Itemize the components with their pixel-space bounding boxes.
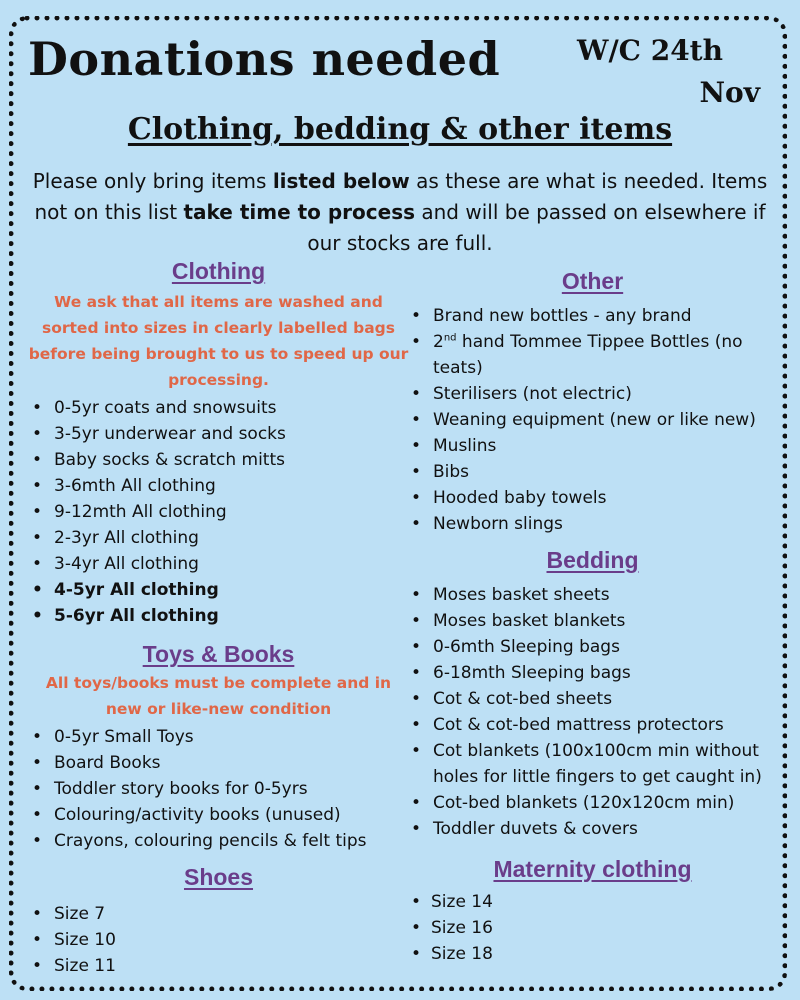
clothing-list (26, 395, 411, 629)
list-item: • Weaning equipment (new or like new) (405, 407, 780, 433)
list-item: • Toddler story books for 0-5yrs (26, 776, 411, 802)
list-item: • Size 14 (405, 889, 780, 915)
list-item: • Cot-bed blankets (120x120cm min) (405, 790, 780, 816)
intro-part: Please only bring items (32, 169, 273, 193)
list-item: • Size 16 (405, 915, 780, 941)
tommee-text: hand Tommee Tippee Bottles (no teats) (433, 332, 743, 378)
list-item: • Cot & cot-bed sheets (405, 686, 780, 712)
list-item: • Size 11 (26, 953, 411, 979)
week-line-2: Nov (699, 76, 760, 109)
list-item: • Crayons, colouring pencils & felt tips (26, 828, 411, 854)
list-item: • Cot blankets (100x100cm min without holes for little fingers to get caught in) (405, 738, 780, 790)
week-line-1: W/C 24th (577, 34, 723, 67)
list-item: • Cot & cot-bed mattress protectors (405, 712, 780, 738)
list-item: • 4-5yr All clothing (26, 577, 411, 603)
list-item: • Newborn slings (405, 511, 780, 537)
list-item: • Muslins (405, 433, 780, 459)
list-item: • 6-18mth Sleeping bags (405, 660, 780, 686)
tommee-suffix: nd (443, 332, 457, 344)
list-item: • 3-5yr underwear and socks (26, 421, 411, 447)
bedding-list (405, 582, 780, 842)
bedding-heading: Bedding (546, 547, 639, 573)
list-item: • Colouring/activity books (unused) (26, 802, 411, 828)
list-item: • 0-5yr Small Toys (26, 724, 411, 750)
list-item-tommee (405, 329, 780, 381)
list-item: • 3-4yr All clothing (26, 551, 411, 577)
intro-part: as these are what is needed. Items not on this list (34, 169, 768, 224)
list-item: • Size 7 (26, 901, 411, 927)
page-subtitle: Clothing, bedding & other items (127, 112, 673, 147)
list-item: • Size 18 (405, 941, 780, 967)
toys-list (26, 724, 411, 854)
list-item: • Hooded baby towels (405, 485, 780, 511)
list-item: • 0-5yr coats and snowsuits (26, 395, 411, 421)
intro-bold: take time to process (183, 200, 416, 224)
toys-note: All toys/books must be complete and in new or like-new condition (45, 674, 392, 718)
other-list (405, 303, 780, 537)
list-item: • Moses basket blankets (405, 608, 780, 634)
clothing-note: We ask that all items are washed and sorted into sizes in clearly labelled bags before being brought to us to speed up our processing. (28, 293, 409, 389)
list-item: • Sterilisers (not electric) (405, 381, 780, 407)
tommee-number: 2 (433, 332, 444, 352)
list-item: • Bibs (405, 459, 780, 485)
list-item: • Moses basket sheets (405, 582, 780, 608)
list-item: • 3-6mth All clothing (26, 473, 411, 499)
intro-text (20, 166, 780, 259)
intro-part: and will be passed on elsewhere if our stocks are full. (307, 200, 766, 255)
left-column (26, 258, 411, 979)
list-item: • Baby socks & scratch mitts (26, 447, 411, 473)
right-column (405, 268, 780, 967)
shoes-heading: Shoes (183, 864, 254, 890)
maternity-list (405, 889, 780, 967)
clothing-heading: Clothing (171, 258, 266, 284)
page-title: Donations needed (28, 32, 501, 86)
list-item: • 9-12mth All clothing (26, 499, 411, 525)
list-item: • 0-6mth Sleeping bags (405, 634, 780, 660)
list-item: • Toddler duvets & covers (405, 816, 780, 842)
list-item: • 5-6yr All clothing (26, 603, 411, 629)
intro-bold: listed below (272, 169, 410, 193)
list-item: • Size 10 (26, 927, 411, 953)
shoes-list (26, 901, 411, 979)
list-item: • Board Books (26, 750, 411, 776)
week-commencing (575, 30, 775, 114)
list-item: • Brand new bottles - any brand (405, 303, 780, 329)
toys-heading: Toys & Books (142, 641, 295, 667)
maternity-heading: Maternity clothing (493, 856, 692, 882)
list-item: • 2-3yr All clothing (26, 525, 411, 551)
other-heading: Other (561, 268, 624, 294)
